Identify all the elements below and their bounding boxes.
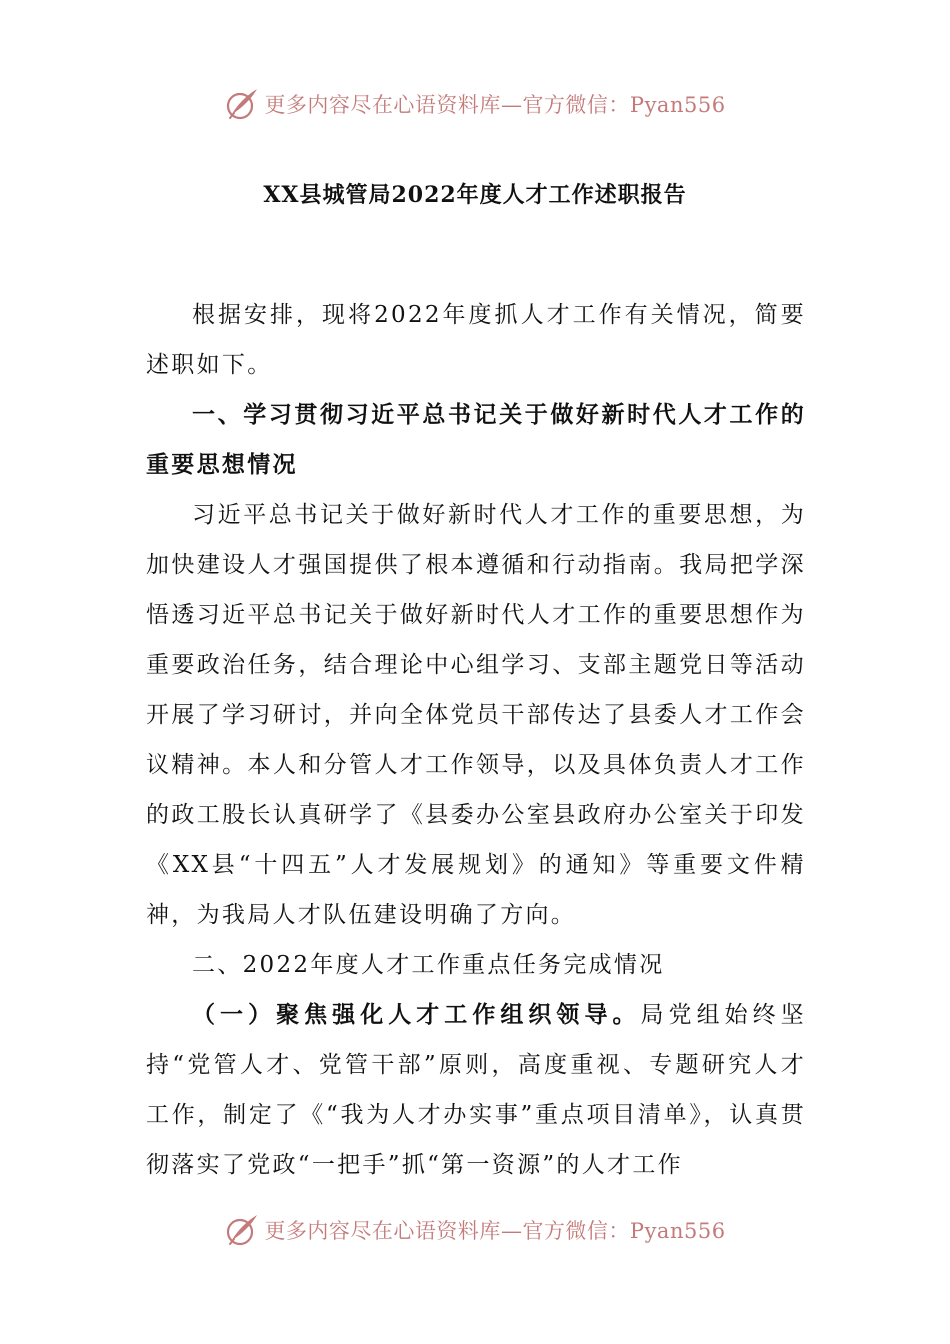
section2-item1-lead: （一）聚焦强化人才工作组织领导。 <box>192 1001 641 1028</box>
watermark-text <box>264 1215 725 1245</box>
watermark-main: 更多内容尽在心语资料库 <box>264 93 501 117</box>
watermark-text <box>264 89 725 119</box>
section2-item1-body: 局党组始终坚持“党管人才、党管干部”原则，高度重视、专题研究人才工作，制定了《“我为人才办实事”重点项目清单》，认真贯彻落实了党政“一把手”抓“第一资源”的人才工作 <box>146 1002 806 1178</box>
section1-paragraph: 习近平总书记关于做好新时代人才工作的重要思想，为加快建设人才强国提供了根本遵循和行动指南。我局把学深悟透习近平总书记关于做好新时代人才工作的重要思想作为重要政治任务，结合理论中心组学习、支部主题党日等活动开展了学习研讨，并向全体党员干部传达了县委人才工作会议精神。本人和分管人才工作领导，以及具体负责人才工作的政工股长认真研学了《县委办公室县政府办公室关于印发《XX县“十四五”人才发展规划》的通知》等重要文件精神，为我局人才队伍建设明确了方向。 <box>146 502 806 928</box>
watermark-banner-bottom <box>0 1210 950 1250</box>
watermark-banner-top <box>0 84 950 124</box>
quill-logo-icon <box>224 86 260 122</box>
section2-item1-paragraph <box>146 990 806 1190</box>
watermark-tail: 官方微信：Pyan556 <box>522 1219 726 1243</box>
section1-heading: 一、学习贯彻习近平总书记关于做好新时代人才工作的重要思想情况 <box>146 401 806 478</box>
document-body <box>146 290 806 1190</box>
document-title: XX县城管局2022年度人才工作述职报告 <box>263 182 687 208</box>
quill-logo-icon <box>224 1212 260 1248</box>
watermark-tail: 官方微信：Pyan556 <box>522 93 726 117</box>
watermark-dash: — <box>500 93 523 117</box>
watermark-main: 更多内容尽在心语资料库 <box>264 1219 501 1243</box>
intro-paragraph: 根据安排，现将2022年度抓人才工作有关情况，简要述职如下。 <box>146 302 806 378</box>
watermark-dash: — <box>500 1219 523 1243</box>
section2-heading: 二、2022年度人才工作重点任务完成情况 <box>192 952 665 978</box>
